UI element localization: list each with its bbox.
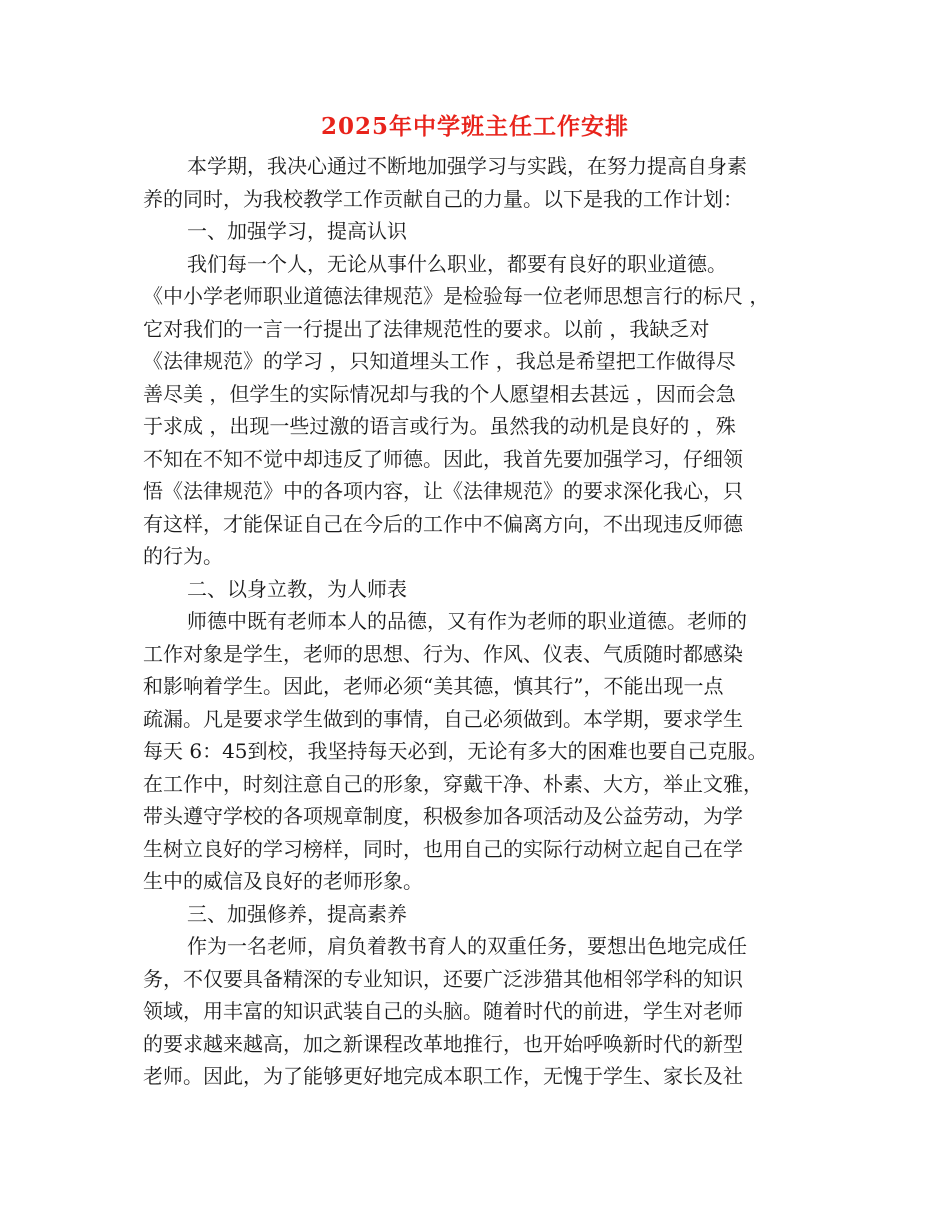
- text-line: 每天 6：45到校，我坚持每天必到，无论有多大的困难也要自己克服。: [143, 739, 768, 763]
- text-line: 的要求越来越高，加之新课程改革地推行，也开始呼唤新时代的新型: [143, 1031, 743, 1056]
- text-line: 作为一名老师，肩负着教书育人的双重任务，要想出色地完成任: [187, 934, 747, 958]
- text-line: 三、加强修养，提高素养: [187, 901, 407, 926]
- text-line: 生树立良好的学习榜样，同时，也用自己的实际行动树立起自己在学: [143, 836, 743, 861]
- text-line: 善尽美 ，但学生的实际情况却与我的个人愿望相去甚远 ，因而会急: [143, 381, 736, 406]
- text-line: 生中的威信及良好的老师形象。: [143, 869, 423, 893]
- text-line: 带头遵守学校的各项规章制度，积极参加各项活动及公益劳动，为学: [143, 804, 743, 828]
- text-line: 的行为。: [143, 544, 223, 568]
- document-title: 2025年中学班主任工作安排: [320, 113, 629, 140]
- document-body: [143, 150, 813, 1093]
- text-line: 《法律规范》的学习 ，只知道埋头工作 ，我总是希望把工作做得尽: [143, 349, 736, 373]
- text-line: 在工作中，时刻注意自己的形象，穿戴干净、朴素、大方，举止文雅，: [143, 771, 763, 796]
- text-line: 老师。因此，为了能够更好地完成本职工作，无愧于学生、家长及社: [143, 1064, 743, 1088]
- text-line: 一、加强学习，提高认识: [187, 219, 407, 243]
- text-line: 本学期，我决心通过不断地加强学习与实践，在努力提高自身素: [187, 154, 747, 178]
- text-line: 有这样，才能保证自己在今后的工作中不偏离方向，不出现违反师德: [143, 511, 743, 536]
- text-line: 和影响着学生。因此，老师必须“美其德，慎其行”，不能出现一点: [143, 674, 724, 698]
- text-line: 我们每一个人，无论从事什么职业，都要有良好的职业道德。: [187, 251, 727, 276]
- text-line: 它对我们的一言一行提出了法律规范性的要求。以前 ，我缺乏对: [143, 316, 710, 341]
- text-line: 工作对象是学生，老师的思想、行为、作风、仪表、气质随时都感染: [143, 641, 743, 666]
- text-line: 领域，用丰富的知识武装自己的头脑。随着时代的前进，学生对老师: [143, 999, 743, 1023]
- text-line: 悟《法律规范》中的各项内容，让《法律规范》的要求深化我心，只: [143, 479, 743, 503]
- text-line: 《中小学老师职业道德法律规范》是检验每一位老师思想言行的标尺 ，: [143, 284, 770, 308]
- text-line: 师德中既有老师本人的品德，又有作为老师的职业道德。老师的: [187, 609, 747, 633]
- text-line: 务，不仅要具备精深的专业知识，还要广泛涉猎其他相邻学科的知识: [143, 966, 743, 991]
- text-line: 不知在不知不觉中却违反了师德。因此，我首先要加强学习，仔细领: [143, 446, 743, 471]
- text-line: 于求成 ，出现一些过激的语言或行为。虽然我的动机是良好的 ，殊: [143, 414, 736, 438]
- text-line: 二、以身立教，为人师表: [187, 576, 407, 601]
- text-line: 养的同时，为我校教学工作贡献自己的力量。以下是我的工作计划：: [143, 186, 743, 211]
- text-line: 疏漏。凡是要求学生做到的事情，自己必须做到。本学期，要求学生: [143, 706, 743, 731]
